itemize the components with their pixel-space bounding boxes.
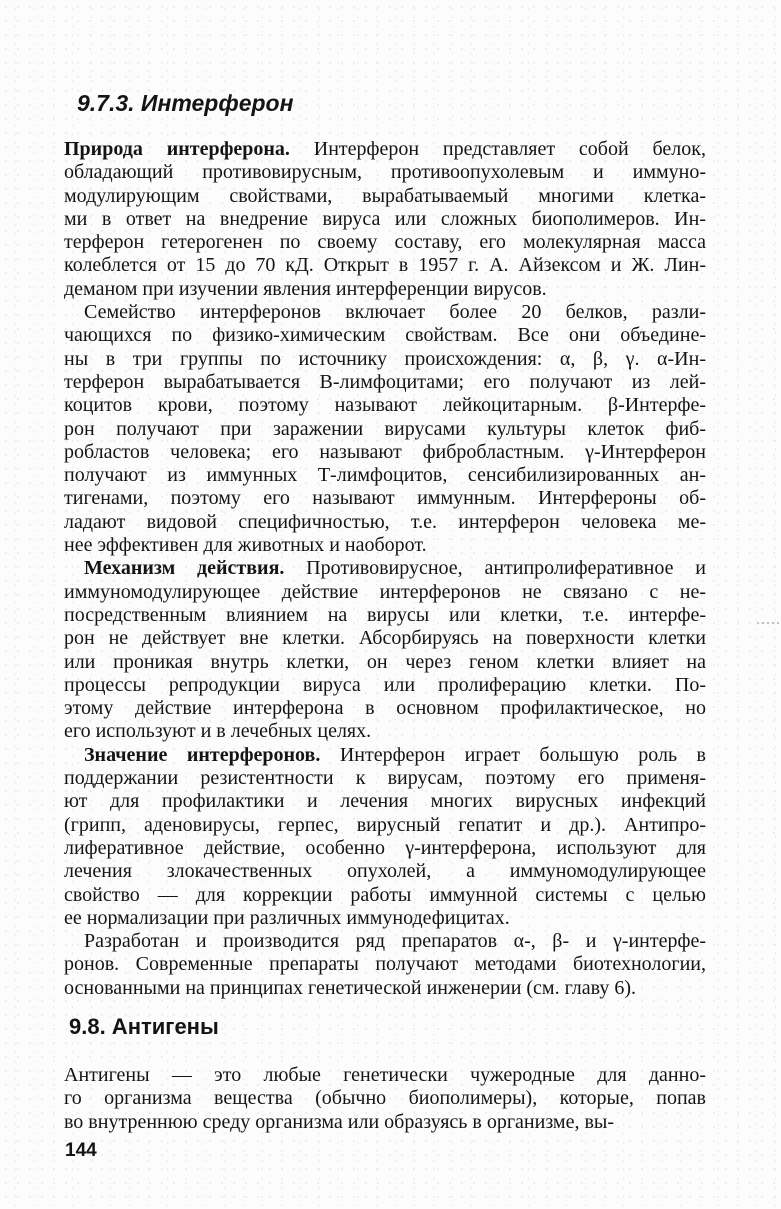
paragraph: [64, 1064, 706, 1134]
text-line: чающихся по физико-химическим свойствам. Все они объедине-: [64, 324, 706, 347]
text-line: Разработан и производится ряд препаратов α-, β- и γ-интерфе-: [84, 930, 706, 953]
text-line: рон получают при заражении вирусами культуры клеток фиб-: [64, 417, 706, 440]
text-line: колеблется от 15 до 70 кД. Открыт в 1957 г. А. Айзексом и Ж. Лин-: [64, 254, 706, 277]
paragraph-lead: Значение интерферонов.: [84, 743, 321, 766]
page-number: 144: [65, 1140, 97, 1161]
text-line: лиферативное действие, особенно γ-интерферона, используют для: [64, 836, 706, 859]
text-line: коцитов крови, поэтому называют лейкоцитарным. β-Интерфе-: [64, 394, 706, 417]
text-line: деманом при изучении явления интерференции вирусов.: [64, 277, 547, 300]
paragraph: [64, 138, 706, 301]
text-line: тигенами, поэтому его называют иммунным. Интерфероны об-: [64, 487, 706, 510]
text-line: робластов человека; его называют фибробластным. γ-Интерферон: [64, 440, 706, 463]
text-line: терферон гетерогенен по своему составу, его молекулярная масса: [64, 231, 706, 254]
text-line: Природа интерферона. Интерферон представляет собой белок,: [64, 138, 706, 160]
text-line: ют для профилактики и лечения многих вирусных инфекций: [64, 790, 706, 813]
text-line: ны в три группы по источнику происхождения: α, β, γ. α-Ин-: [64, 347, 706, 370]
text-line: ронов. Современные препараты получают методами биотехнологии,: [64, 953, 706, 976]
paragraph-lead: Природа интерферона.: [64, 138, 290, 160]
text-line: процессы репродукции вируса или пролиферацию клетки. По-: [64, 673, 706, 696]
text-line: получают из иммунных Т-лимфоцитов, сенсибилизированных ан-: [64, 464, 706, 487]
text-line: го организма вещества (обычно биополимеры), которые, попав: [64, 1087, 706, 1110]
text-line: ми в ответ на внедрение вируса или сложных биополимеров. Ин-: [64, 207, 706, 230]
text-line: ладают видовой специфичностью, т.е. интерферон человека ме-: [64, 510, 706, 533]
paragraph: [64, 744, 706, 930]
text-line: иммуномодулирующее действие интерферонов не связано с не-: [64, 580, 706, 603]
text-line: посредственным влиянием на вирусы или клетки, т.е. интерфе-: [64, 603, 706, 626]
paragraph-lead: Механизм действия.: [84, 557, 285, 580]
text-line: Значение интерферонов. Интерферон играет большую роль в: [84, 743, 706, 766]
text-line: поддержании резистентности к вирусам, поэтому его применя-: [64, 767, 706, 790]
text-line: свойство — для коррекции работы иммунной системы с целью: [64, 883, 706, 906]
text-line: его используют и в лечебных целях.: [64, 720, 372, 743]
text-line: нее эффективен для животных и наоборот.: [64, 534, 427, 557]
text-line: обладающий противовирусным, противоопухолевым и иммуно-: [64, 161, 706, 184]
section-body-interferon: [64, 138, 706, 1000]
paragraph: [64, 557, 706, 743]
text-line: рон не действует вне клетки. Абсорбируясь на поверхности клетки: [64, 627, 706, 650]
text-line: лечения злокачественных опухолей, а иммуномодулирующее: [64, 860, 706, 883]
paragraph: [64, 930, 706, 1000]
text-line: во внутреннюю среду организма или образуясь в организме, вы-: [64, 1110, 615, 1133]
text-line: Семейство интерферонов включает более 20 белков, разли-: [84, 301, 706, 324]
section-heading-antigens: 9.8. Антигены: [69, 1013, 219, 1039]
paragraph: [64, 301, 706, 557]
text-line: или проникая внутрь клетки, он через геном клетки влияет на: [64, 650, 706, 673]
scan-artifact: [757, 622, 781, 624]
text-line: модулирующим свойствами, вырабатываемый многими клетка-: [64, 184, 706, 207]
text-line: основанными на принципах генетической инженерии (см. главу 6).: [64, 976, 637, 999]
section-body-antigens: [64, 1064, 706, 1134]
text-line: (грипп, аденовирусы, герпес, вирусный гепатит и др.). Антипро-: [64, 813, 706, 836]
section-heading-interferon: 9.7.3. Интерферон: [77, 90, 294, 116]
text-line: ее нормализации при различных иммунодефицитах.: [64, 906, 510, 929]
text-line: терферон вырабатывается В-лимфоцитами; его получают из лей-: [64, 370, 706, 393]
text-line: Антигены — это любые генетически чужеродные для данно-: [64, 1063, 706, 1086]
page-content: [64, 90, 706, 1134]
text-line: Механизм действия. Противовирусное, антипролиферативное и: [84, 557, 706, 580]
text-line: этому действие интерферона в основном профилактическое, но: [64, 697, 706, 720]
